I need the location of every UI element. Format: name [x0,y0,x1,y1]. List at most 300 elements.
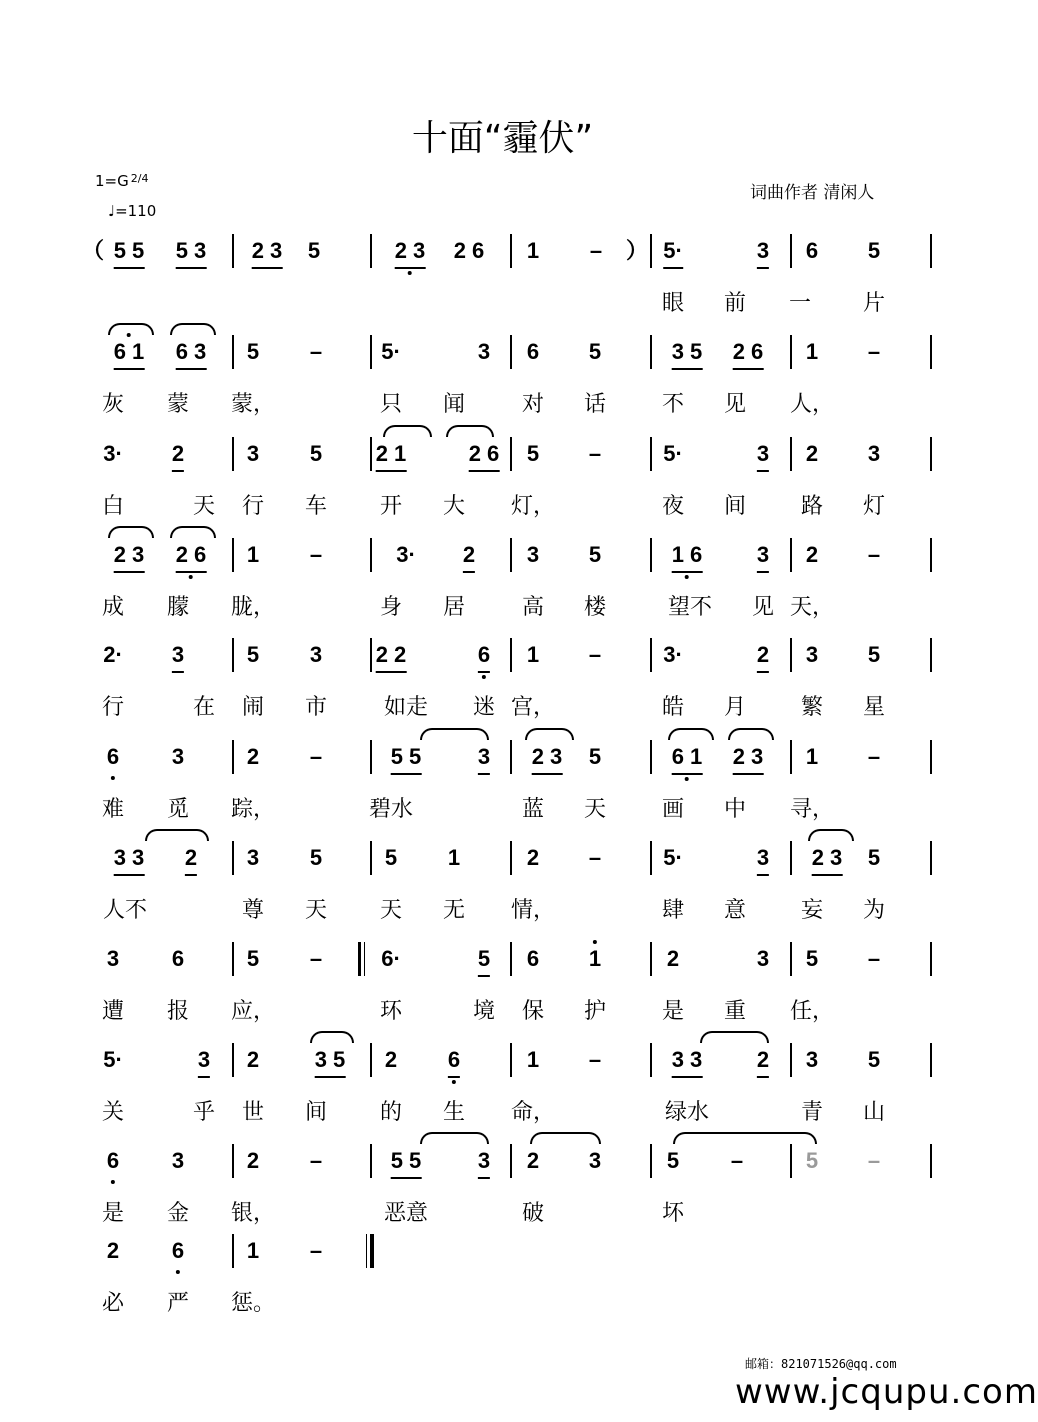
lyric-syllable: 重 [723,999,747,1024]
note: 5· [663,845,683,870]
note: 5 [307,238,321,263]
lyric-syllable: 繁 [800,695,824,720]
barline [232,841,234,875]
note: 5 [309,441,323,466]
email-watermark: 邮箱：821071526@qq.com [745,1357,897,1371]
page-title: 十面“霾伏” [411,118,594,159]
barline [510,1043,512,1077]
barline [930,638,932,672]
lyric-syllable: 月 [723,695,747,720]
lyric-syllable: 间 [304,1100,328,1125]
lyric-syllable: 绿水 [664,1100,710,1125]
lyric-syllable: 的 [379,1100,403,1125]
lyric-syllable: 寻， [789,797,835,822]
barline [790,942,792,976]
note: 2 [757,640,769,673]
barline [790,1144,792,1178]
author-credit: 词曲作者 清闲人 [750,183,875,203]
lyric-syllable: 尊 [241,898,265,923]
slur [108,526,154,538]
lyric-syllable: 坏 [661,1201,685,1226]
note: 3 [757,439,769,472]
note: 6 [526,946,540,971]
lyric-syllable: 在 [192,695,216,720]
score-row [0,337,1005,437]
barline [650,437,652,471]
note: 2 [463,540,475,573]
score-row [0,742,1005,842]
note: 2 [246,1148,260,1173]
note: 3 [171,744,185,769]
barline [930,740,932,774]
lyric-syllable: 世 [241,1100,265,1125]
note: 2 2 [376,640,407,673]
slur [728,728,774,740]
barline [370,234,372,268]
note: 6 [172,1236,184,1266]
lyric-syllable: 灯 [862,494,886,519]
note: 5 [867,845,881,870]
barline [790,638,792,672]
lyric-syllable: 保 [521,999,545,1024]
slur [673,1132,817,1144]
note: 5 [246,642,260,667]
lyric-syllable: 开 [379,494,403,519]
slur [525,728,574,740]
note: 2· [103,642,123,667]
note: 3 5 [672,337,703,370]
note: 2 3 [395,236,426,269]
note: 1 [526,1047,540,1072]
lyric-syllable: 望不 [667,595,713,620]
barline [650,638,652,672]
note: 2 [246,1047,260,1072]
barline [790,740,792,774]
barline [790,335,792,369]
lyric-syllable: 朦 [166,595,190,620]
note: 5· [663,441,683,466]
note: 3 [757,540,769,573]
lyric-syllable: 乎 [192,1100,216,1125]
barline [930,234,932,268]
note: 6 [107,1146,119,1176]
lyric-syllable: 命， [510,1100,556,1125]
lyric-syllable: 行 [101,695,125,720]
lyric-syllable: 一 [788,291,812,316]
lyric-syllable: 眼 [661,291,685,316]
note: 3 [588,1148,602,1173]
slur [145,829,209,841]
lyric-syllable: 境 [472,999,496,1024]
note: 3· [396,542,416,567]
note: 3 3 [672,1045,703,1078]
note: – [867,1148,881,1173]
lyric-syllable: 迷 [472,695,496,720]
barline [232,437,234,471]
barline [370,538,372,572]
note: – [588,845,602,870]
note: 2 3 [733,742,764,775]
note: 5 [478,944,490,977]
score-row [0,1146,1005,1246]
key-label: 1=G [95,172,129,190]
note: 1 6 [672,540,703,573]
barline [232,234,234,268]
note: 6 [448,1045,460,1078]
note: – [867,542,881,567]
barline [650,1043,652,1077]
note: 1 [805,744,819,769]
note: 5 [666,1148,680,1173]
note: 3· [103,441,123,466]
barline [370,740,372,774]
note: 5 [867,1047,881,1072]
note: 6· [381,946,401,971]
note: – [309,542,323,567]
lyric-syllable: 蓝 [521,797,545,822]
repeat-end-barline [366,1234,367,1268]
key-signature [95,172,148,190]
lyric-syllable: 生 [442,1100,466,1125]
barline [370,1043,372,1077]
note: 3 [198,1045,210,1078]
lyric-syllable: 画 [661,797,685,822]
note: 6 [526,339,540,364]
lyric-syllable: 觅 [166,797,190,822]
note: – [867,946,881,971]
lyric-syllable: 前 [723,291,747,316]
note: 2 [666,946,680,971]
score-row [0,1045,1005,1145]
note: 6 [107,742,119,772]
note: 6 3 [176,337,207,370]
barline [790,538,792,572]
barline [232,638,234,672]
score-row [0,540,1005,640]
barline [370,638,372,672]
lyric-syllable: 宫， [510,695,556,720]
note: 2 [185,843,197,876]
barline [930,841,932,875]
note: 2 [106,1238,120,1263]
slur [700,1031,769,1043]
slur [170,323,216,335]
slur [420,1132,489,1144]
note: – [309,744,323,769]
barline [232,1234,234,1268]
note: 5 [588,339,602,364]
lyric-syllable: 高 [521,595,545,620]
lyric-syllable: 皓 [661,695,685,720]
lyric-syllable: 应， [230,999,276,1024]
barline [650,1144,652,1178]
lyric-syllable: 星 [862,695,886,720]
barline [930,1043,932,1077]
lyric-syllable: 踪， [230,797,276,822]
note: 2 3 [114,540,145,573]
note: 5 [588,542,602,567]
note: 3 [757,236,769,269]
note: 2 6 [453,238,485,263]
note: 3 [756,946,770,971]
barline [232,538,234,572]
note: 3 [805,1047,819,1072]
lyric-syllable: 关 [101,1100,125,1125]
note: – [309,339,323,364]
note: 3 [106,946,120,971]
note: 5 [384,845,398,870]
note: 5 5 [114,236,145,269]
lyric-syllable: 遭 [101,999,125,1024]
note: 5 [867,238,881,263]
repeat-end-thick-barline [370,1234,374,1268]
lyric-syllable: 行 [241,494,265,519]
note: 3 3 [114,843,145,876]
barline [370,335,372,369]
note: 2 [384,1047,398,1072]
lyric-syllable: 惩。 [230,1291,276,1316]
note: 3 [805,642,819,667]
note: 2 [246,744,260,769]
note: 2 3 [812,843,843,876]
barline [358,942,361,976]
lyric-syllable: 银， [230,1201,276,1226]
lyric-syllable: 对 [521,392,545,417]
lyric-syllable: 见 [751,595,775,620]
note: 1 [246,542,260,567]
lyric-syllable: 灰 [101,392,125,417]
note: 5· [381,339,401,364]
note: – [588,441,602,466]
lyric-syllable: 山 [862,1100,886,1125]
note: 3 [867,441,881,466]
note: – [589,238,603,263]
note: 3 [172,640,184,673]
note: – [309,946,323,971]
note: 1 [805,339,819,364]
lyric-syllable: 是 [101,1201,125,1226]
score-row [0,944,1005,1044]
barline [370,1144,372,1178]
lyric-syllable: 白 [101,494,125,519]
lyric-syllable: 楼 [583,595,607,620]
slur [668,728,714,740]
note: 2 [526,1148,540,1173]
lyric-syllable: 路 [800,494,824,519]
lyric-syllable: 闻 [442,392,466,417]
note: 5 3 [176,236,207,269]
lyric-syllable: 如走 [383,695,429,720]
barline [650,942,652,976]
lyric-syllable: 情， [510,898,556,923]
note: 2 [805,542,819,567]
lyric-syllable: 身 [379,595,403,620]
barline [232,942,234,976]
barline [930,437,932,471]
barline [232,1043,234,1077]
score-row [0,843,1005,943]
note: 3 [246,845,260,870]
barline [650,740,652,774]
note: 2 3 [252,236,283,269]
note: 5 [309,845,323,870]
note: 2 6 [469,439,500,472]
lyric-syllable: 成 [101,595,125,620]
note: – [588,642,602,667]
note: 3 [246,441,260,466]
note: – [730,1148,744,1173]
barline [510,638,512,672]
lyric-syllable: 严 [166,1291,190,1316]
barline [232,1144,234,1178]
slur [808,829,854,841]
barline [790,234,792,268]
lyric-syllable: 碧水 [368,797,414,822]
slur [530,1132,601,1144]
lyric-syllable: 大 [442,494,466,519]
slur [446,425,494,437]
lyric-syllable: 报 [166,999,190,1024]
note: 5 5 [391,1146,422,1179]
note: 3· [663,642,683,667]
barline [510,1144,512,1178]
note: – [309,1148,323,1173]
note: 6 [478,640,490,673]
note: 5 [805,1148,819,1173]
note: 5 [588,744,602,769]
note: 1 [526,238,540,263]
note: 5· [663,236,683,269]
barline [510,942,512,976]
note: 5 5 [391,742,422,775]
slur [420,728,489,740]
barline [930,538,932,572]
note: 6 [171,946,185,971]
barline [650,538,652,572]
note: 2 [805,441,819,466]
lyric-syllable: 居 [442,595,466,620]
barline [510,234,512,268]
lyric-syllable: 蒙， [230,392,276,417]
lyric-syllable: 夜 [661,494,685,519]
note: – [867,744,881,769]
note: 5 [526,441,540,466]
barline [930,1144,932,1178]
lyric-syllable: 车 [304,494,328,519]
barline [790,841,792,875]
lyric-syllable: 见 [723,392,747,417]
lyric-syllable: 护 [583,999,607,1024]
note: 5 [867,642,881,667]
note: （ [81,238,105,263]
barline [930,335,932,369]
note: 2 1 [376,439,407,472]
barline [650,335,652,369]
lyric-syllable: 必 [101,1291,125,1316]
note: 2 [172,439,184,472]
note: 5 [246,339,260,364]
note: 3 [478,1146,490,1179]
lyric-syllable: 人， [789,392,835,417]
barline [510,538,512,572]
barline [510,740,512,774]
lyric-syllable: 中 [723,797,747,822]
lyric-syllable: 蒙 [166,392,190,417]
time-signature: 2/4 [130,172,149,185]
barline [790,1043,792,1077]
note: 6 1 [672,742,703,775]
note: 3 [757,843,769,876]
lyric-syllable: 话 [583,392,607,417]
lyric-syllable: 天， [789,595,835,620]
barline [650,234,652,268]
barline [510,841,512,875]
lyric-syllable: 只 [379,392,403,417]
lyric-syllable: 妄 [800,898,824,923]
note: 1 [589,944,601,974]
note: 2 6 [176,540,207,573]
note: 1 [526,642,540,667]
score-row [0,439,1005,539]
barline [930,942,932,976]
site-watermark: www.jcqupu.com [735,1372,1038,1412]
note: ） [625,238,649,263]
note: 3 [477,339,491,364]
lyric-syllable: 闹 [241,695,265,720]
note: 6 [805,238,819,263]
note: 3 [309,642,323,667]
barline [370,841,372,875]
lyric-syllable: 肆 [661,898,685,923]
note: 3 [478,742,490,775]
barline [232,335,234,369]
lyric-syllable: 天 [192,494,216,519]
note: 5 [805,946,819,971]
barline [232,740,234,774]
barline [650,841,652,875]
lyric-syllable: 青 [800,1100,824,1125]
lyric-syllable: 间 [723,494,747,519]
score-row [0,236,1005,336]
slur [108,323,154,335]
lyric-syllable: 意 [723,898,747,923]
note: 5 [246,946,260,971]
note: 3 5 [315,1045,346,1078]
note: 2 3 [532,742,563,775]
note: 2 [526,845,540,870]
lyric-syllable: 任， [789,999,835,1024]
note: 2 [757,1045,769,1078]
note: – [867,339,881,364]
tempo-marking: ♩=110 [108,202,157,220]
barline [510,335,512,369]
note: 5· [103,1047,123,1072]
lyric-syllable: 无 [442,898,466,923]
score-row [0,640,1005,740]
note: 1 [447,845,461,870]
lyric-syllable: 天 [304,898,328,923]
slur [310,1031,354,1043]
barline [370,437,372,471]
note: 3 [171,1148,185,1173]
lyric-syllable: 灯， [510,494,556,519]
lyric-syllable: 市 [304,695,328,720]
lyric-syllable: 不 [661,392,685,417]
lyric-syllable: 环 [379,999,403,1024]
lyric-syllable: 破 [521,1201,545,1226]
note: 3 [526,542,540,567]
lyric-syllable: 难 [101,797,125,822]
